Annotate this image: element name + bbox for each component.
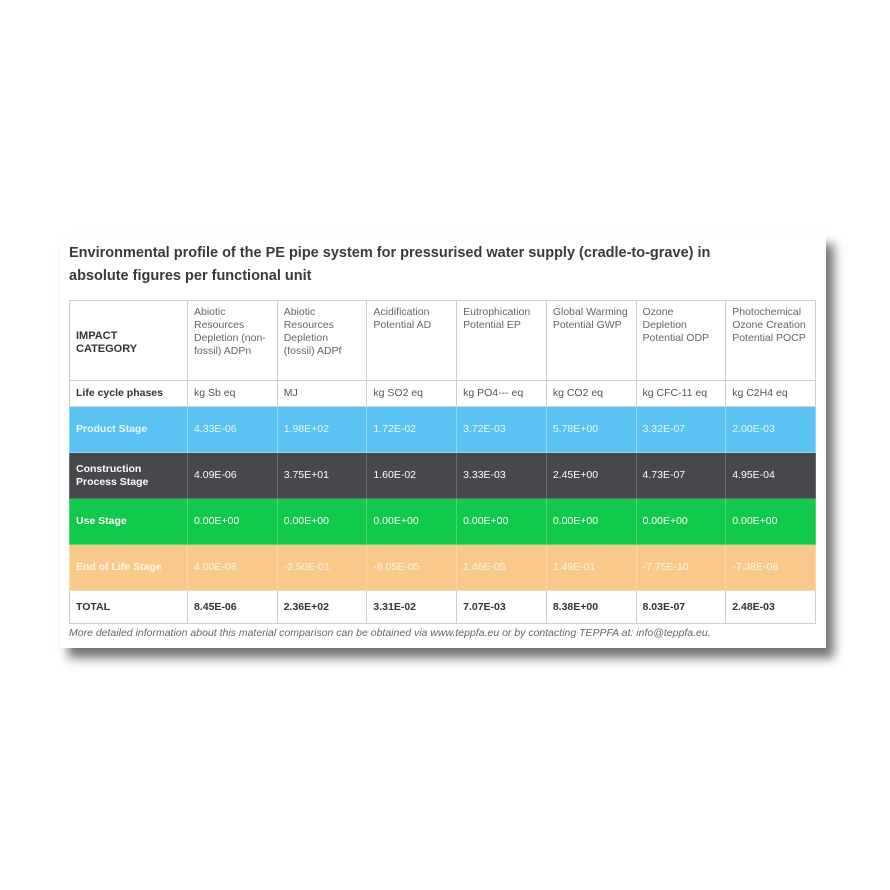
unit-cell: kg CO2 eq	[546, 381, 636, 407]
row-label: Product Stage	[70, 407, 188, 453]
value-cell: 4.00E-08	[188, 545, 278, 591]
unit-cell: kg PO4--- eq	[457, 381, 547, 407]
value-cell: 0.00E+00	[188, 499, 278, 545]
construction-stage-row	[70, 453, 816, 499]
row-label: Life cycle phases	[70, 381, 188, 407]
value-cell: 3.75E+01	[277, 453, 367, 499]
end-of-life-stage-row	[70, 545, 816, 591]
value-cell: 1.49E-01	[546, 545, 636, 591]
value-cell: 0.00E+00	[726, 499, 816, 545]
total-cell: 8.45E-06	[188, 591, 278, 624]
table-title: Environmental profile of the PE pipe system for pressurised water supply (cradle-to-grave) in absolute figures per functional unit	[69, 245, 711, 284]
row-label: Use Stage	[70, 499, 188, 545]
value-cell: 0.00E+00	[546, 499, 636, 545]
value-cell: 4.95E-04	[726, 453, 816, 499]
column-header: Acidification Potential AD	[367, 301, 457, 381]
total-cell: 7.07E-03	[457, 591, 547, 624]
value-cell: 4.33E-06	[188, 407, 278, 453]
unit-cell: kg CFC-11 eq	[636, 381, 726, 407]
row-label: End of Life Stage	[70, 545, 188, 591]
value-cell: 0.00E+00	[277, 499, 367, 545]
value-cell: -7.38E-06	[726, 545, 816, 591]
row-label: TOTAL	[70, 591, 188, 624]
header-row	[70, 301, 816, 381]
impact-table	[69, 300, 816, 624]
column-header: Ozone Depletion Potential ODP	[636, 301, 726, 381]
product-stage-row	[70, 407, 816, 453]
value-cell: 1.72E-02	[367, 407, 457, 453]
value-cell: 1.60E-02	[367, 453, 457, 499]
value-cell: -7.75E-10	[636, 545, 726, 591]
value-cell: 3.33E-03	[457, 453, 547, 499]
column-header: Abiotic Resources Depletion (fossil) ADPf	[277, 301, 367, 381]
value-cell: 0.00E+00	[367, 499, 457, 545]
use-stage-row	[70, 499, 816, 545]
unit-cell: kg SO2 eq	[367, 381, 457, 407]
unit-cell: kg Sb eq	[188, 381, 278, 407]
value-cell: 2.45E+00	[546, 453, 636, 499]
row-label: Construction Process Stage	[70, 453, 188, 499]
total-cell: 8.03E-07	[636, 591, 726, 624]
column-header: Abiotic Resources Depletion (non-fossil) ADPn	[188, 301, 278, 381]
units-row	[70, 381, 816, 407]
unit-cell: MJ	[277, 381, 367, 407]
total-cell: 2.48E-03	[726, 591, 816, 624]
footnote: More detailed information about this material comparison can be obtained via www.teppfa.eu or by contacting TEPPFA at: info@teppfa.eu.	[69, 627, 711, 639]
value-cell: 2.00E-03	[726, 407, 816, 453]
column-header: Eutrophication Potential EP	[457, 301, 547, 381]
value-cell: -8.05E-05	[367, 545, 457, 591]
total-cell: 3.31E-02	[367, 591, 457, 624]
value-cell: 0.00E+00	[636, 499, 726, 545]
column-header: Global Warming Potential GWP	[546, 301, 636, 381]
value-cell: 1.98E+02	[277, 407, 367, 453]
total-row	[70, 591, 816, 624]
total-cell: 8.38E+00	[546, 591, 636, 624]
value-cell: 4.73E-07	[636, 453, 726, 499]
total-cell: 2.36E+02	[277, 591, 367, 624]
column-header: Photochemical Ozone Creation Potential POCP	[726, 301, 816, 381]
table-card	[60, 234, 826, 648]
value-cell: 0.00E+00	[457, 499, 547, 545]
value-cell: 1.46E-05	[457, 545, 547, 591]
value-cell: 3.32E-07	[636, 407, 726, 453]
value-cell: 4.09E-06	[188, 453, 278, 499]
category-header: IMPACT CATEGORY	[70, 301, 188, 381]
value-cell: 3.72E-03	[457, 407, 547, 453]
unit-cell: kg C2H4 eq	[726, 381, 816, 407]
value-cell: 5.78E+00	[546, 407, 636, 453]
value-cell: -2.50E-01	[277, 545, 367, 591]
